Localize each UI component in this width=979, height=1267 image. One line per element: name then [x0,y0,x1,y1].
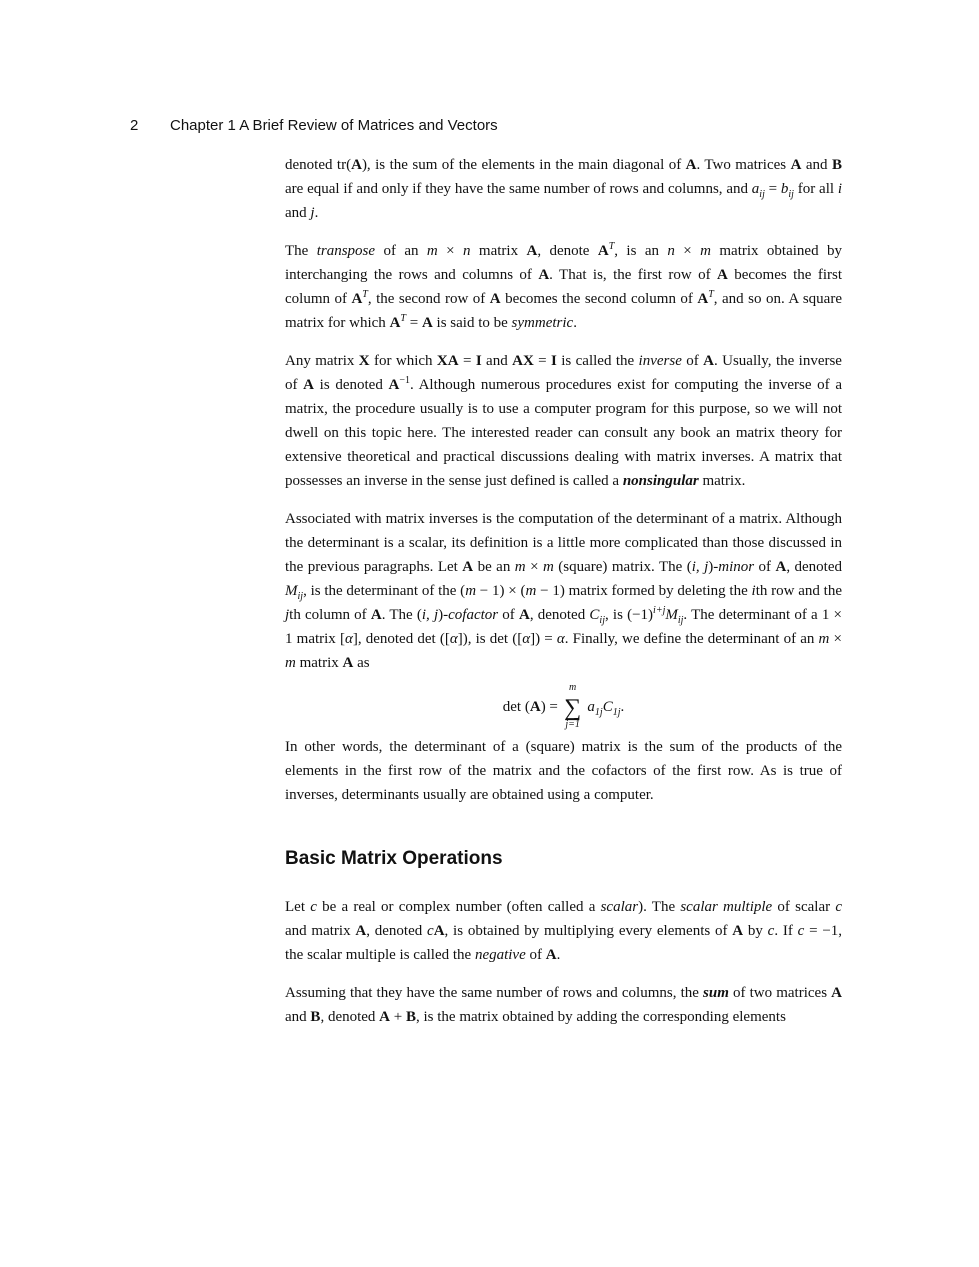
page-number: 2 [130,117,139,134]
running-head [130,117,498,134]
paragraph-sum: Assuming that they have the same number of rows and columns, the sum of two matrices A and B, denoted A + B, is the matrix obtained by adding the corresponding elements [285,985,842,1025]
paragraph-inverse: Any matrix X for which XA = I and AX = I is called the inverse of A. Usually, the inverse of A is denoted $A^{-1}$. Although numerous procedures exist for computing the inverse of a matrix, the procedure usually is to use a computer program for this purpose, so we will not dwell on this topic here. The interested reader can consult any book an matrix theory for extensive theoretical and practical discussions dealing with matrix inverses. A matrix that possesses an inverse in the sense just defined is called a nonsingular matrix. [285,353,842,489]
paragraph-trace: denoted tr(A), is the sum of the elements in the main diagonal of A. Two matrices A and B are equal if and only if they have the same number of rows and columns, and $a_{ij} = b_{ij}$ for all i and j. [285,157,843,221]
determinant-equation: det (A) = m ∑ j=1 $a_{1j}C_{1j}$. [502,682,625,730]
body-text [285,153,842,1043]
paragraph-scalar-multiple: Let c be a real or complex number (often called a scalar). The scalar multiple of scalar c and matrix A, denoted cA, is obtained by multiplying every elements of A by c. If c = −1, the scalar multiple is called the negative of A. [285,899,843,963]
chapter-title: Chapter 1 A Brief Review of Matrices and Vectors [170,117,498,134]
paragraph-transpose: The transpose of an m × n matrix A, denote $A^T$, is an n × m matrix obtained by interchanging the rows and columns of A. That is, the first row of A becomes the first column of $A^T$, the second row of A becomes the second column of $A^T$, and so on. A square matrix for which $A^T = A$ is said to be symmetric. [285,241,842,331]
section-title: Basic Matrix Operations [285,848,503,869]
paragraph-determinant: Associated with matrix inverses is the computation of the determinant of a matrix. Although the determinant is a scalar, its definition is a little more complicated than those discussed in the previous paragraphs. Let A be an m × m (square) matrix. The (i, j)-minor of A, denoted $M_{ij}$, is the determinant of the (m − 1) × (m − 1) matrix formed by deleting the ith row and the jth column of A. The (i, j)-cofactor of A, denoted $C_{ij}$, is $(-1)^{i+j}M_{ij}$. The determinant of a 1 × 1 matrix [α], denoted det ([α]), is det ([α]) = α. Finally, we define the determinant of an m × m matrix A as [285,511,843,671]
paragraph-determinant-meaning: In other words, the determinant of a (square) matrix is the sum of the products of the elements in the first row of the matrix and the cofactors of the first row. As is true of inverses, determinants usually are obtained using a computer. [285,739,842,803]
